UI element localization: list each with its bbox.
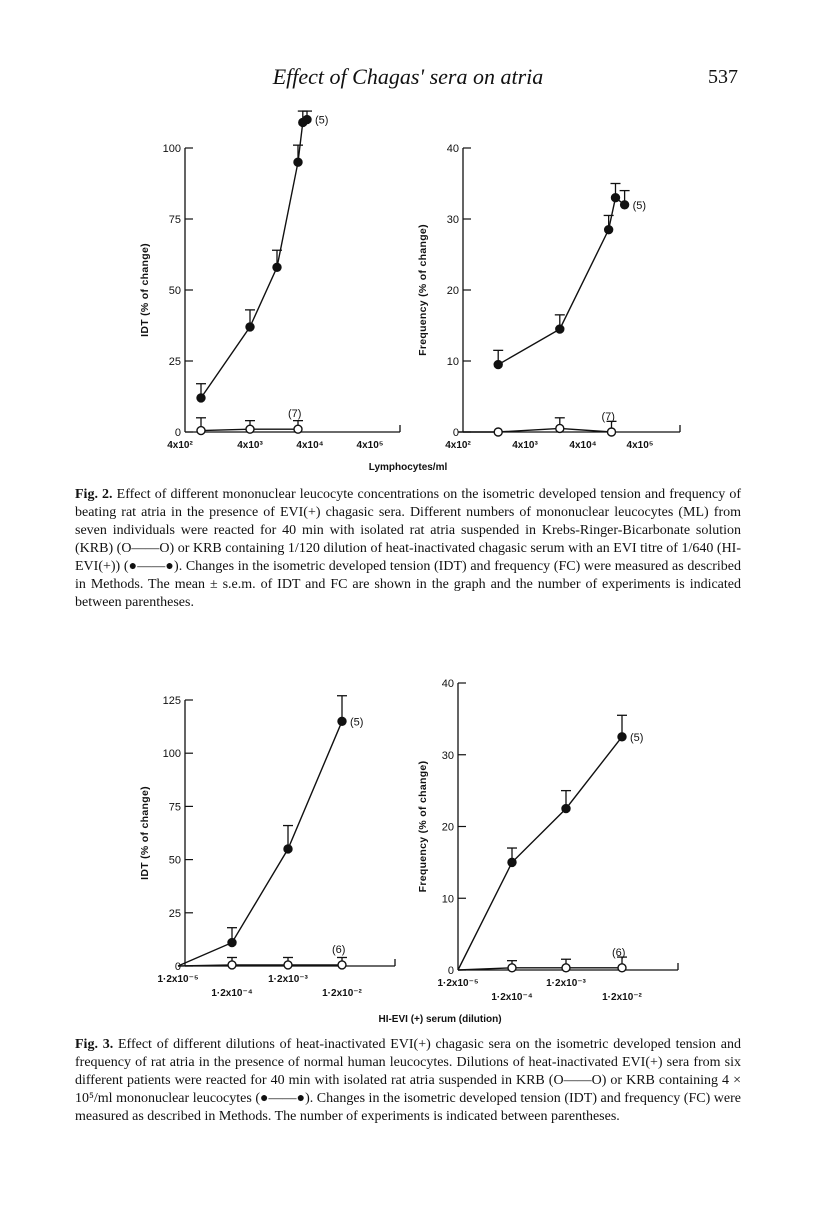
y-tick-label: 25 xyxy=(168,356,181,368)
y-axis-title: IDT (% of change) xyxy=(139,243,151,337)
y-tick-label: 50 xyxy=(168,854,181,867)
y-tick-label: 20 xyxy=(446,285,459,297)
y-tick-label: 100 xyxy=(162,748,181,761)
x-tick-label: 4x10⁴ xyxy=(296,440,324,451)
series-count-label: (5) xyxy=(315,114,329,127)
fig2-xlabel: Lymphocytes/ml xyxy=(368,462,448,473)
fig2-caption xyxy=(75,486,741,612)
y-tick-label: 10 xyxy=(441,893,454,906)
series-count-label: (7) xyxy=(288,408,302,421)
x-tick-label: 4x10³ xyxy=(237,440,263,451)
fig3-xlabel: HI-EVI (+) serum (dilution) xyxy=(378,1014,502,1025)
y-tick-label: 100 xyxy=(162,143,181,155)
y-tick-label: 30 xyxy=(446,214,459,226)
y-tick-label: 10 xyxy=(446,356,459,368)
x-tick-label: 1·2x10⁻³ xyxy=(268,974,308,985)
y-tick-label: 125 xyxy=(162,695,181,707)
y-tick-label: 0 xyxy=(447,965,454,977)
fig3-caption xyxy=(75,1036,741,1126)
y-axis-title: Frequency (% of change) xyxy=(417,760,429,893)
series-count-label: (5) xyxy=(630,731,644,744)
y-tick-label: 40 xyxy=(446,143,459,155)
x-tick-label: 1·2x10⁻² xyxy=(602,992,642,1003)
x-tick-label: 1·2x10⁻⁵ xyxy=(157,974,199,985)
y-axis-title: IDT (% of change) xyxy=(139,786,151,880)
series-count-label: (6) xyxy=(332,943,346,956)
x-tick-label: 4x10² xyxy=(167,440,193,451)
x-tick-label: 1·2x10⁻² xyxy=(322,988,362,999)
y-tick-label: 30 xyxy=(441,749,454,762)
x-tick-label: 4x10⁵ xyxy=(356,440,384,451)
x-tick-label: 1·2x10⁻⁴ xyxy=(491,992,533,1003)
series-count-label: (6) xyxy=(612,946,626,959)
running-title: Effect of Chagas' sera on atria xyxy=(272,64,544,89)
fig2-caption-text: Effect of different mononuclear leucocyte concentrations on the isometric developed tension and frequency of beating rat atria in the presence of EVI(+) chagasic sera. Different numbers of mononuclear leucocytes (ML) from seven individuals were reacted for 40 min with isolated rat atria suspended in Krebs-Ringer-Bicarbonate solution (KRB) (O——O) or KRB containing 1/120 dilution of heat-inactivated chagasic serum with an EVI titre of 1/640 (HI-EVI(+)) (●——●). Changes in the isometric developed tension (IDT) and frequency (FC) were measured as described in Methods. The mean ± s.e.m. of IDT and FC are shown in the graph and the number of experiments is indicated between parentheses. xyxy=(75,487,741,610)
x-tick-label: 1·2x10⁻⁵ xyxy=(437,978,479,989)
x-tick-label: 4x10⁵ xyxy=(626,440,654,451)
y-axis-title: Frequency (% of change) xyxy=(417,224,429,356)
y-tick-label: 50 xyxy=(168,285,181,297)
x-tick-label: 4x10² xyxy=(445,440,471,451)
fig3-caption-label: Fig. 3. xyxy=(75,1037,114,1052)
y-tick-label: 0 xyxy=(174,961,181,973)
page-number: 537 xyxy=(708,66,738,88)
y-tick-label: 20 xyxy=(441,821,454,834)
x-tick-label: 4x10³ xyxy=(512,440,538,451)
series-count-label: (5) xyxy=(632,199,647,212)
x-tick-label: 1·2x10⁻⁴ xyxy=(211,988,253,999)
y-tick-label: 0 xyxy=(174,427,181,439)
y-tick-label: 25 xyxy=(168,907,181,920)
series-count-label: (5) xyxy=(350,716,364,729)
y-tick-label: 40 xyxy=(441,678,454,690)
fig3-caption-text: Effect of different dilutions of heat-inactivated EVI(+) chagasic sera on the isometric developed tension and frequency of rat atria in the presence of normal human leucocytes. Dilutions of heat-inactivated EVI(+) sera from six different patients were reacted for 40 min with isolated rat atria suspended in KRB (O——O) or KRB containing 4 × 10⁵/ml mononuclear leucocytes (●——●). Changes in the isometric developed tension (IDT) and frequency (FC) were measured as described in Methods. The number of experiments is indicated between parentheses. xyxy=(75,1037,741,1124)
y-tick-label: 75 xyxy=(168,214,181,226)
y-tick-label: 75 xyxy=(168,801,181,814)
series-count-label: (7) xyxy=(601,411,615,423)
x-tick-label: 1·2x10⁻³ xyxy=(546,978,586,989)
fig2-caption-label: Fig. 2. xyxy=(75,487,113,502)
x-tick-label: 4x10⁴ xyxy=(569,440,597,451)
y-tick-label: 0 xyxy=(452,427,459,439)
